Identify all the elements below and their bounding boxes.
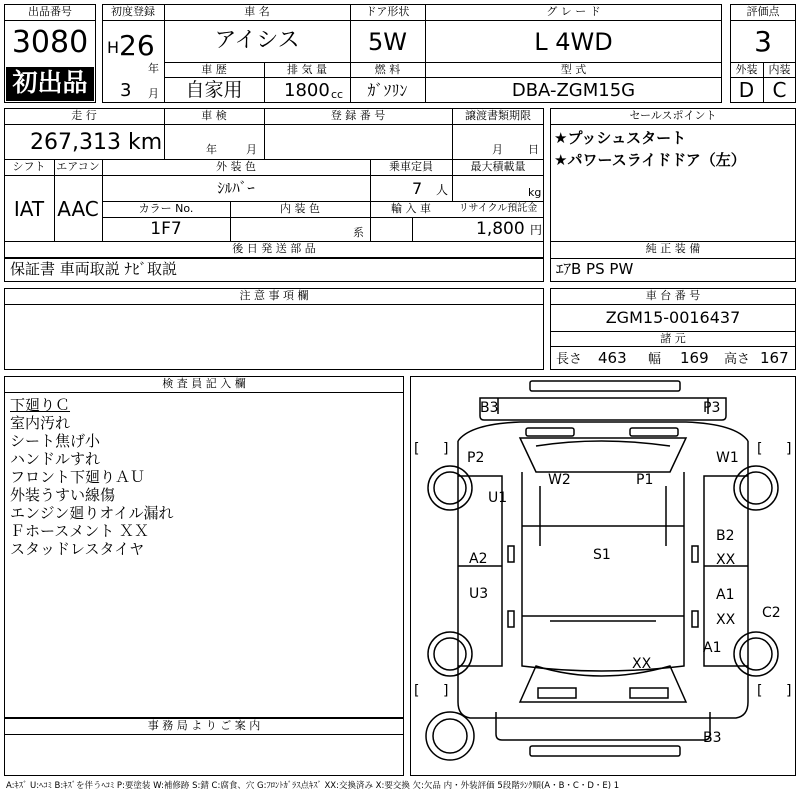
damage-mark: P1 [636, 472, 654, 488]
height: 167 [760, 349, 789, 367]
wheel-bracket: [ [414, 441, 420, 457]
grade: L 4WD [534, 28, 613, 56]
genuine-equipment-text: ｴｱB PS PW [556, 260, 634, 278]
damage-mark: P3 [703, 400, 721, 416]
inspector-note: Ｆホースメント ＸＸ [10, 522, 150, 540]
interior-color-label: 内 装 色 [280, 202, 320, 215]
damage-mark: P2 [467, 450, 485, 466]
caution-label: 注 意 事 項 欄 [239, 289, 309, 302]
damage-mark: B3 [703, 730, 722, 746]
load-label: 最大積載量 [470, 160, 526, 173]
rear-lamp-right-outline [630, 688, 668, 698]
recycle-amount: 1,800 [476, 219, 525, 239]
lot-number: 3080 [11, 25, 89, 60]
inspector-note: 下廻りＣ [10, 396, 71, 414]
car-outline-diagram [410, 376, 796, 776]
sales-points-label: セールスポイント [629, 109, 717, 122]
inspector-note: 外装うすい線傷 [10, 486, 116, 504]
spec-label: 諸 元 [660, 332, 686, 345]
inspector-label: 検 査 員 記 入 欄 [162, 377, 246, 390]
fuel: ｶﾞｿﾘﾝ [367, 81, 408, 100]
inspection-year: 年 [206, 143, 217, 156]
era: H [107, 38, 120, 57]
inspector-note: フロント下廻りＡＵ [10, 468, 146, 486]
damage-mark: U1 [488, 490, 508, 506]
inspector-notes [10, 396, 400, 558]
damage-mark: A2 [469, 551, 488, 567]
office-label: 事 務 局 よ り ご 案 内 [147, 719, 261, 732]
ac-label: エアコン [56, 160, 100, 173]
front-bumper-outline [530, 381, 680, 391]
inspector-note: 室内汚れ [10, 414, 71, 432]
rear-bumper-outline [496, 712, 710, 740]
later-parts-label: 後 日 発 送 部 品 [232, 242, 316, 255]
fuel-label: 燃 料 [374, 63, 401, 76]
capacity-unit: 人 [436, 183, 449, 197]
recycle-label: リサイクル預託金 [458, 203, 538, 214]
inspector-note: エンジン廻りオイル漏れ [10, 504, 174, 522]
transfer-label: 譲渡書類期限 [465, 109, 531, 122]
transfer-day: 日 [528, 143, 539, 156]
capacity-label: 乗車定員 [389, 160, 433, 173]
displacement-label: 排 気 量 [287, 63, 327, 76]
import-label: 輸 入 車 [391, 202, 431, 215]
wheel-bracket: ] [443, 683, 449, 699]
color-label: 外 装 色 [216, 160, 256, 173]
first-listing-badge: 初出品 [6, 67, 94, 101]
length-label: 長さ [556, 352, 583, 367]
damage-mark: B2 [716, 528, 735, 544]
history-label: 車 歴 [201, 63, 227, 76]
roof-outline [522, 472, 684, 671]
sales-point-1: ★プッシュスタート [554, 129, 687, 147]
lot-number-label: 出品番号 [28, 5, 72, 18]
door-label: ドア形状 [365, 5, 410, 18]
chassis-number: ZGM15-0016437 [605, 308, 741, 327]
chassis-label: 車 台 番 号 [645, 289, 701, 302]
exterior-label: 外装 [735, 63, 758, 76]
shift: IAT [13, 197, 45, 221]
front-panel-outline [480, 398, 726, 420]
damage-mark: XX [632, 656, 652, 672]
displacement: 1800 [284, 80, 330, 101]
model: DBA-ZGM15G [511, 80, 636, 101]
color-number: 1F7 [150, 219, 182, 239]
reg-number-label: 登 録 番 号 [330, 109, 386, 122]
wheel-bracket: ] [786, 441, 792, 457]
damage-mark: C2 [762, 605, 781, 621]
damage-mark: A1 [703, 640, 722, 656]
wheel-bracket: [ [414, 683, 420, 699]
score-label: 評価点 [746, 5, 780, 18]
damage-mark: W2 [548, 472, 571, 488]
recycle-unit: 円 [530, 223, 543, 237]
sales-point-2: ★パワースライドドア（左） [554, 151, 746, 169]
wheel-bracket: ] [443, 441, 449, 457]
capacity: 7 [412, 179, 423, 198]
windshield-outline [520, 438, 686, 472]
interior-label: 内装 [768, 63, 791, 76]
damage-mark: A1 [716, 587, 735, 603]
grade-label: グ レ ー ド [546, 5, 601, 18]
ac: AAC [57, 197, 99, 221]
history: 自家用 [185, 79, 243, 101]
shift-label: シフト [12, 160, 46, 173]
mileage: 267,313 km [30, 130, 163, 155]
damage-mark: B3 [480, 400, 499, 416]
later-parts-text: 保証書 車両取説 ﾅﾋﾞ取説 [10, 260, 178, 278]
wheel-bracket: ] [786, 683, 792, 699]
legend: A:ｷｽﾞ U:ﾍｺﾐ B:ｷｽﾞを伴うﾍｺﾐ P:要塗装 W:補修跡 S:錆 C:腐食、穴 G:ﾌﾛﾝﾄｶﾞﾗｽ点ｷｽﾞ XX:交換済み X:要交換 欠:欠品 内・外装評価 5段階ﾗﾝｸ順(A・B・C・D・E) 1 [6, 781, 620, 791]
month-unit: 月 [148, 87, 159, 100]
reg-year: 26 [119, 29, 155, 62]
interior-grade: C [772, 78, 787, 102]
displacement-unit: cc [331, 88, 344, 101]
width-label: 幅 [648, 352, 662, 367]
reg-month: 3 [120, 80, 132, 101]
exterior-grade: D [738, 78, 755, 102]
inspector-note: スタッドレスタイヤ [10, 540, 145, 558]
length: 463 [598, 349, 627, 367]
damage-mark: W1 [716, 450, 739, 466]
model-label: 型 式 [560, 63, 587, 76]
inspector-note: ハンドルすれ [10, 450, 101, 468]
car-name-label: 車 名 [244, 5, 270, 18]
color-number-label: カラー No. [138, 202, 194, 215]
genuine-equipment-label: 純 正 装 備 [645, 242, 701, 255]
damage-mark: XX [716, 612, 736, 628]
height-label: 高さ [724, 352, 751, 367]
wheel-bracket: [ [757, 441, 763, 457]
transfer-month: 月 [492, 143, 503, 156]
car-name: アイシス [214, 28, 300, 53]
inspector-note: シート焦げ小 [10, 432, 101, 450]
first-reg-label: 初度登録 [111, 5, 155, 18]
inspection-label: 車 検 [201, 109, 227, 122]
damage-mark: U3 [469, 586, 489, 602]
year-unit: 年 [148, 62, 159, 75]
door: 5W [368, 28, 407, 56]
load-unit: kg [528, 186, 542, 199]
damage-mark: XX [716, 552, 736, 568]
wheel-bracket: [ [757, 683, 763, 699]
score: 3 [754, 25, 772, 58]
inspection-month: 月 [246, 143, 257, 156]
rear-lamp-left-outline [538, 688, 576, 698]
interior-color-unit: 系 [353, 226, 364, 239]
damage-mark: S1 [593, 547, 611, 563]
color: ｼﾙﾊﾞｰ [217, 179, 255, 197]
mileage-label: 走 行 [71, 109, 97, 122]
width: 169 [680, 349, 709, 367]
